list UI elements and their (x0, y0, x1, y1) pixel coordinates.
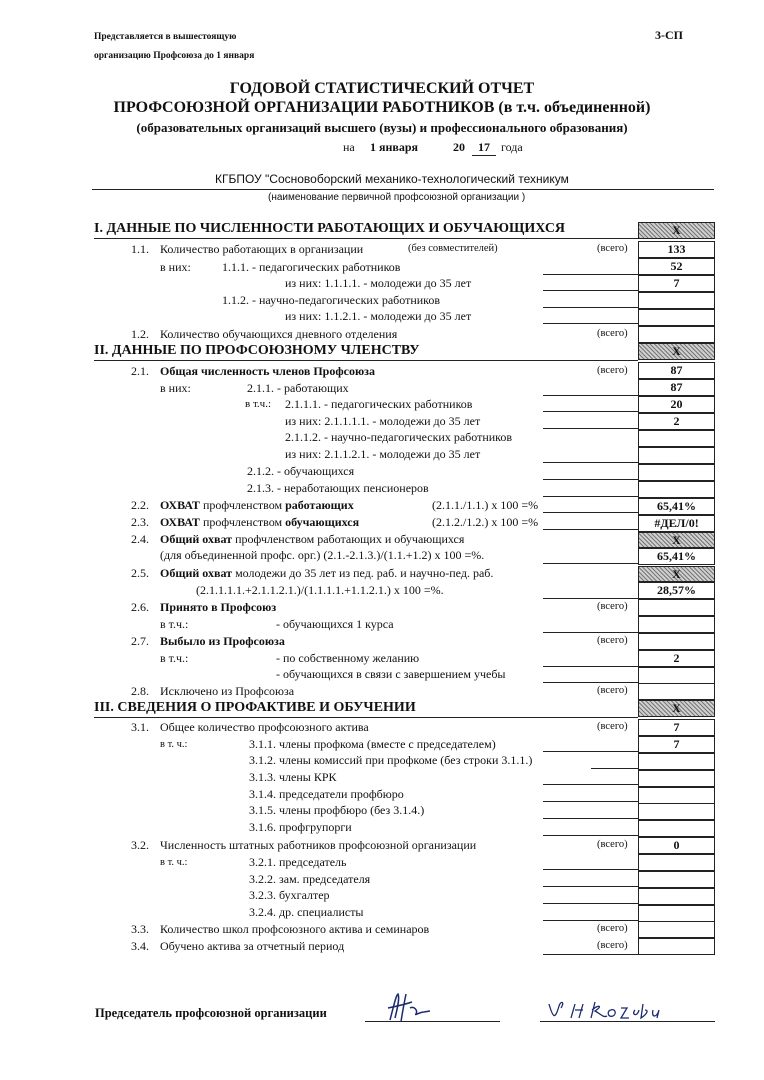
row-2-1-total-label: (всего) (597, 365, 628, 376)
row-2-4-value: 65,41% (638, 548, 715, 565)
row-2-1-1-prefix: в них: (160, 381, 191, 395)
row-2-1-1-1-prefix: в т.ч.: (245, 398, 272, 410)
row-2-2-value: 65,41% (638, 498, 715, 515)
row-3-1-1-value: 7 (638, 736, 715, 753)
row-2-6-value (638, 599, 715, 616)
row-2-1-2-label: 2.1.2. - обучающихся (247, 464, 355, 478)
row-3-1-4-value (638, 787, 715, 804)
organization-caption: (наименование первичной профсоюзной организации ) (268, 192, 526, 203)
row-2-3-value: #ДЕЛ/0! (638, 515, 715, 532)
row-3-3-value (638, 921, 715, 938)
row-2-1-1-1-value: 20 (638, 396, 715, 413)
row-2-1-3-value (638, 481, 715, 498)
row-1-1-total-label: (всего) (597, 243, 628, 254)
row-2-6-number: 2.6. (131, 600, 149, 614)
year-suffix: года (501, 140, 523, 154)
row-3-1-3-label: 3.1.3. члены КРК (249, 770, 337, 784)
organization-underline (92, 189, 714, 190)
row-2-7-sub2-label: - обучающихся в связи с завершением учебы (276, 667, 506, 681)
row-3-2-label: Численность штатных работников профсоюзной организации (160, 838, 477, 852)
row-3-3-total-label: (всего) (597, 923, 628, 934)
row-2-3-label: ОХВАТ профчленством обучающихся (160, 515, 360, 529)
row-1-2-value (638, 326, 715, 343)
section1-x-cell: Х (638, 222, 715, 239)
row-2-8-value (638, 683, 715, 700)
row-1-1-1-1-value: 7 (638, 275, 715, 292)
row-3-1-6-label: 3.1.6. профгрупорги (249, 820, 352, 834)
row-2-3-number: 2.3. (131, 515, 149, 529)
row-1-2-total-label: (всего) (597, 328, 628, 339)
row-3-2-3-value (638, 888, 715, 905)
row-2-7-sub1-label: - по собственному желанию (276, 651, 420, 665)
row-1-1-1-label: 1.1.1. - педагогических работников (222, 260, 401, 274)
form-code: 3-СП (655, 28, 683, 42)
row-2-5-formula: (2.1.1.1.1.+2.1.1.2.1.)/(1.1.1.1.+1.1.2.1.) х 100 =%. (196, 583, 444, 597)
row-2-7-value (638, 633, 715, 650)
row-3-4-value (638, 938, 715, 955)
row-1-1-1-prefix: в них: (160, 260, 191, 274)
row-1-1-2-label: 1.1.2. - научно-педагогических работников (222, 293, 441, 307)
organization-name: КГБПОУ "Сосновоборский механико-технологический техникум (215, 172, 569, 186)
row-2-3-formula: (2.1.2./1.2.) х 100 =% (432, 515, 539, 529)
section1-underline (94, 238, 638, 239)
row-3-1-value: 7 (638, 719, 715, 736)
row-3-3-number: 3.3. (131, 922, 149, 936)
row-3-4-label: Обучено актива за отчетный период (160, 939, 345, 953)
row-2-1-label: Общая численность членов Профсоюза (160, 364, 375, 378)
submission-note-line2: организацию Профсоюза до 1 января (94, 51, 255, 61)
row-2-2-label: ОХВАТ профчленством работающих (160, 498, 354, 512)
row-3-1-1-label: 3.1.1. члены профкома (вместе с председателем) (249, 737, 496, 751)
row-1-1-2-1-value (638, 309, 715, 326)
row-3-2-total-label: (всего) (597, 839, 628, 850)
row-3-2-3-label: 3.2.3. бухгалтер (249, 888, 330, 902)
date-prefix: на (343, 140, 355, 154)
row-1-1-label: Количество работающих в организации (160, 242, 364, 256)
report-title-line3: (образовательных организаций высшего (вузы) и профессионального образования) (136, 120, 628, 135)
row-3-1-3-value (638, 770, 715, 787)
row-3-2-value: 0 (638, 837, 715, 854)
row-2-8-number: 2.8. (131, 684, 149, 698)
section2-underline (94, 360, 638, 361)
row-3-1-6-value (638, 820, 715, 837)
row-3-1-total-label: (всего) (597, 721, 628, 732)
row-3-1-2-value (638, 753, 715, 770)
row-3-2-2-label: 3.2.2. зам. председателя (249, 872, 371, 886)
row-2-1-1-2-1-label: из них: 2.1.1.2.1. - молодежи до 35 лет (285, 447, 481, 461)
date-day: 1 января (370, 140, 419, 154)
row-2-7-number: 2.7. (131, 634, 149, 648)
row-1-2-number: 1.2. (131, 327, 149, 341)
row-2-1-value: 87 (638, 362, 715, 379)
signature-scribble (380, 990, 440, 1025)
section2-title: II. ДАННЫЕ ПО ПРОФСОЮЗНОМУ ЧЛЕНСТВУ (94, 343, 420, 358)
row-2-8-label: Исключено из Профсоюза (160, 684, 295, 698)
row-2-5-label: Общий охват молодежи до 35 лет из пед. раб. и научно-пед. раб. (160, 566, 494, 580)
row-3-1-number: 3.1. (131, 720, 149, 734)
submission-note-line1: Представляется в вышестоящую (94, 32, 237, 42)
row-2-4-x-cell: Х (638, 532, 715, 548)
row-2-1-number: 2.1. (131, 364, 149, 378)
row-3-3-label: Количество школ профсоюзного актива и семинаров (160, 922, 430, 936)
row-2-6-sub-label: - обучающихся 1 курса (276, 617, 394, 631)
chair-label: Председатель профсоюзной организации (95, 1006, 327, 1020)
row-3-1-1-prefix: в т. ч.: (160, 739, 188, 750)
row-2-6-sub-prefix: в т.ч.: (160, 617, 189, 631)
row-3-1-5-label: 3.1.5. члены профбюро (без 3.1.4.) (249, 803, 425, 817)
report-title-line2: ПРОФСОЮЗНОЙ ОРГАНИЗАЦИИ РАБОТНИКОВ (в т.ч. объединенной) (113, 99, 651, 116)
row-3-2-2-value (638, 871, 715, 888)
row-2-1-1-2-label: 2.1.1.2. - научно-педагогических работников (285, 430, 513, 444)
row-2-7-total-label: (всего) (597, 635, 628, 646)
row-2-2-number: 2.2. (131, 498, 149, 512)
year-value: 17 (472, 140, 496, 156)
report-title-line1: ГОДОВОЙ СТАТИСТИЧЕСКИЙ ОТЧЕТ (229, 80, 535, 97)
row-2-1-2-value (638, 464, 715, 481)
row-2-1-1-2-1-value (638, 447, 715, 464)
row-3-2-number: 3.2. (131, 838, 149, 852)
row-2-4-number: 2.4. (131, 532, 149, 546)
row-2-1-1-label: 2.1.1. - работающих (247, 381, 349, 395)
row-2-5-number: 2.5. (131, 566, 149, 580)
row-2-4-formula: (для объединенной профс. орг.) (2.1.-2.1.3.)/(1.1.+1.2) х 100 =%. (160, 548, 485, 562)
row-2-8-total-label: (всего) (597, 685, 628, 696)
row-3-2-4-value (638, 905, 715, 922)
row-2-1-1-1-1-value: 2 (638, 413, 715, 430)
row-1-2-label: Количество обучающихся дневного отделения (160, 327, 398, 341)
row-2-7-sub2-value (638, 667, 715, 684)
row-3-1-5-value (638, 803, 715, 820)
row-1-1-value: 133 (638, 241, 715, 258)
row-2-7-sub-prefix: в т.ч.: (160, 651, 189, 665)
row-2-1-1-2-value (638, 430, 715, 447)
section1-title: I. ДАННЫЕ ПО ЧИСЛЕННОСТИ РАБОТАЮЩИХ И ОБУЧАЮЩИХСЯ (94, 221, 566, 236)
section2-x-cell: Х (638, 343, 715, 360)
row-2-1-3-label: 2.1.3. - неработающих пенсионеров (247, 481, 429, 495)
row-3-1-label: Общее количество профсоюзного актива (160, 720, 369, 734)
row-2-5-value: 28,57% (638, 582, 715, 599)
row-2-1-1-1-label: 2.1.1.1. - педагогических работников (285, 397, 473, 411)
row-2-6-sub-value (638, 616, 715, 633)
row-3-4-number: 3.4. (131, 939, 149, 953)
row-2-7-sub1-value: 2 (638, 650, 715, 667)
row-1-1-2-value (638, 292, 715, 309)
row-1-1-number: 1.1. (131, 242, 149, 256)
row-2-4-label: Общий охват профчленством работающих и обучающихся (160, 532, 465, 546)
row-3-2-4-label: 3.2.4. др. специалисты (249, 905, 364, 919)
year-prefix: 20 (453, 140, 465, 154)
row-2-5-x-cell: Х (638, 566, 715, 582)
section3-title: III. СВЕДЕНИЯ О ПРОФАКТИВЕ И ОБУЧЕНИИ (94, 700, 416, 715)
row-2-6-total-label: (всего) (597, 601, 628, 612)
row-2-2-formula: (2.1.1./1.1.) х 100 =% (432, 498, 539, 512)
section3-x-cell: Х (638, 700, 715, 717)
row-2-1-1-value: 87 (638, 379, 715, 396)
row-1-1-2-1-label: из них: 1.1.2.1. - молодежи до 35 лет (285, 309, 472, 323)
handwritten-name (545, 996, 665, 1026)
row-3-1-2-label: 3.1.2. члены комиссий при профкоме (без строки 3.1.1.) (249, 753, 533, 767)
row-3-1-4-label: 3.1.4. председатели профбюро (249, 787, 404, 801)
row-3-2-1-prefix: в т. ч.: (160, 857, 188, 868)
row-3-2-1-value (638, 854, 715, 871)
row-1-1-1-value: 52 (638, 258, 715, 275)
row-2-6-label: Принято в Профсоюз (160, 600, 277, 614)
row-1-1-1-1-label: из них: 1.1.1.1. - молодежи до 35 лет (285, 276, 472, 290)
row-3-4-total-label: (всего) (597, 940, 628, 951)
section3-underline (94, 717, 638, 718)
row-3-2-1-label: 3.2.1. председатель (249, 855, 347, 869)
row-2-1-1-1-1-label: из них: 2.1.1.1.1. - молодежи до 35 лет (285, 414, 481, 428)
row-1-1-note: (без совместителей) (408, 243, 498, 254)
row-2-7-label: Выбыло из Профсоюза (160, 634, 285, 648)
